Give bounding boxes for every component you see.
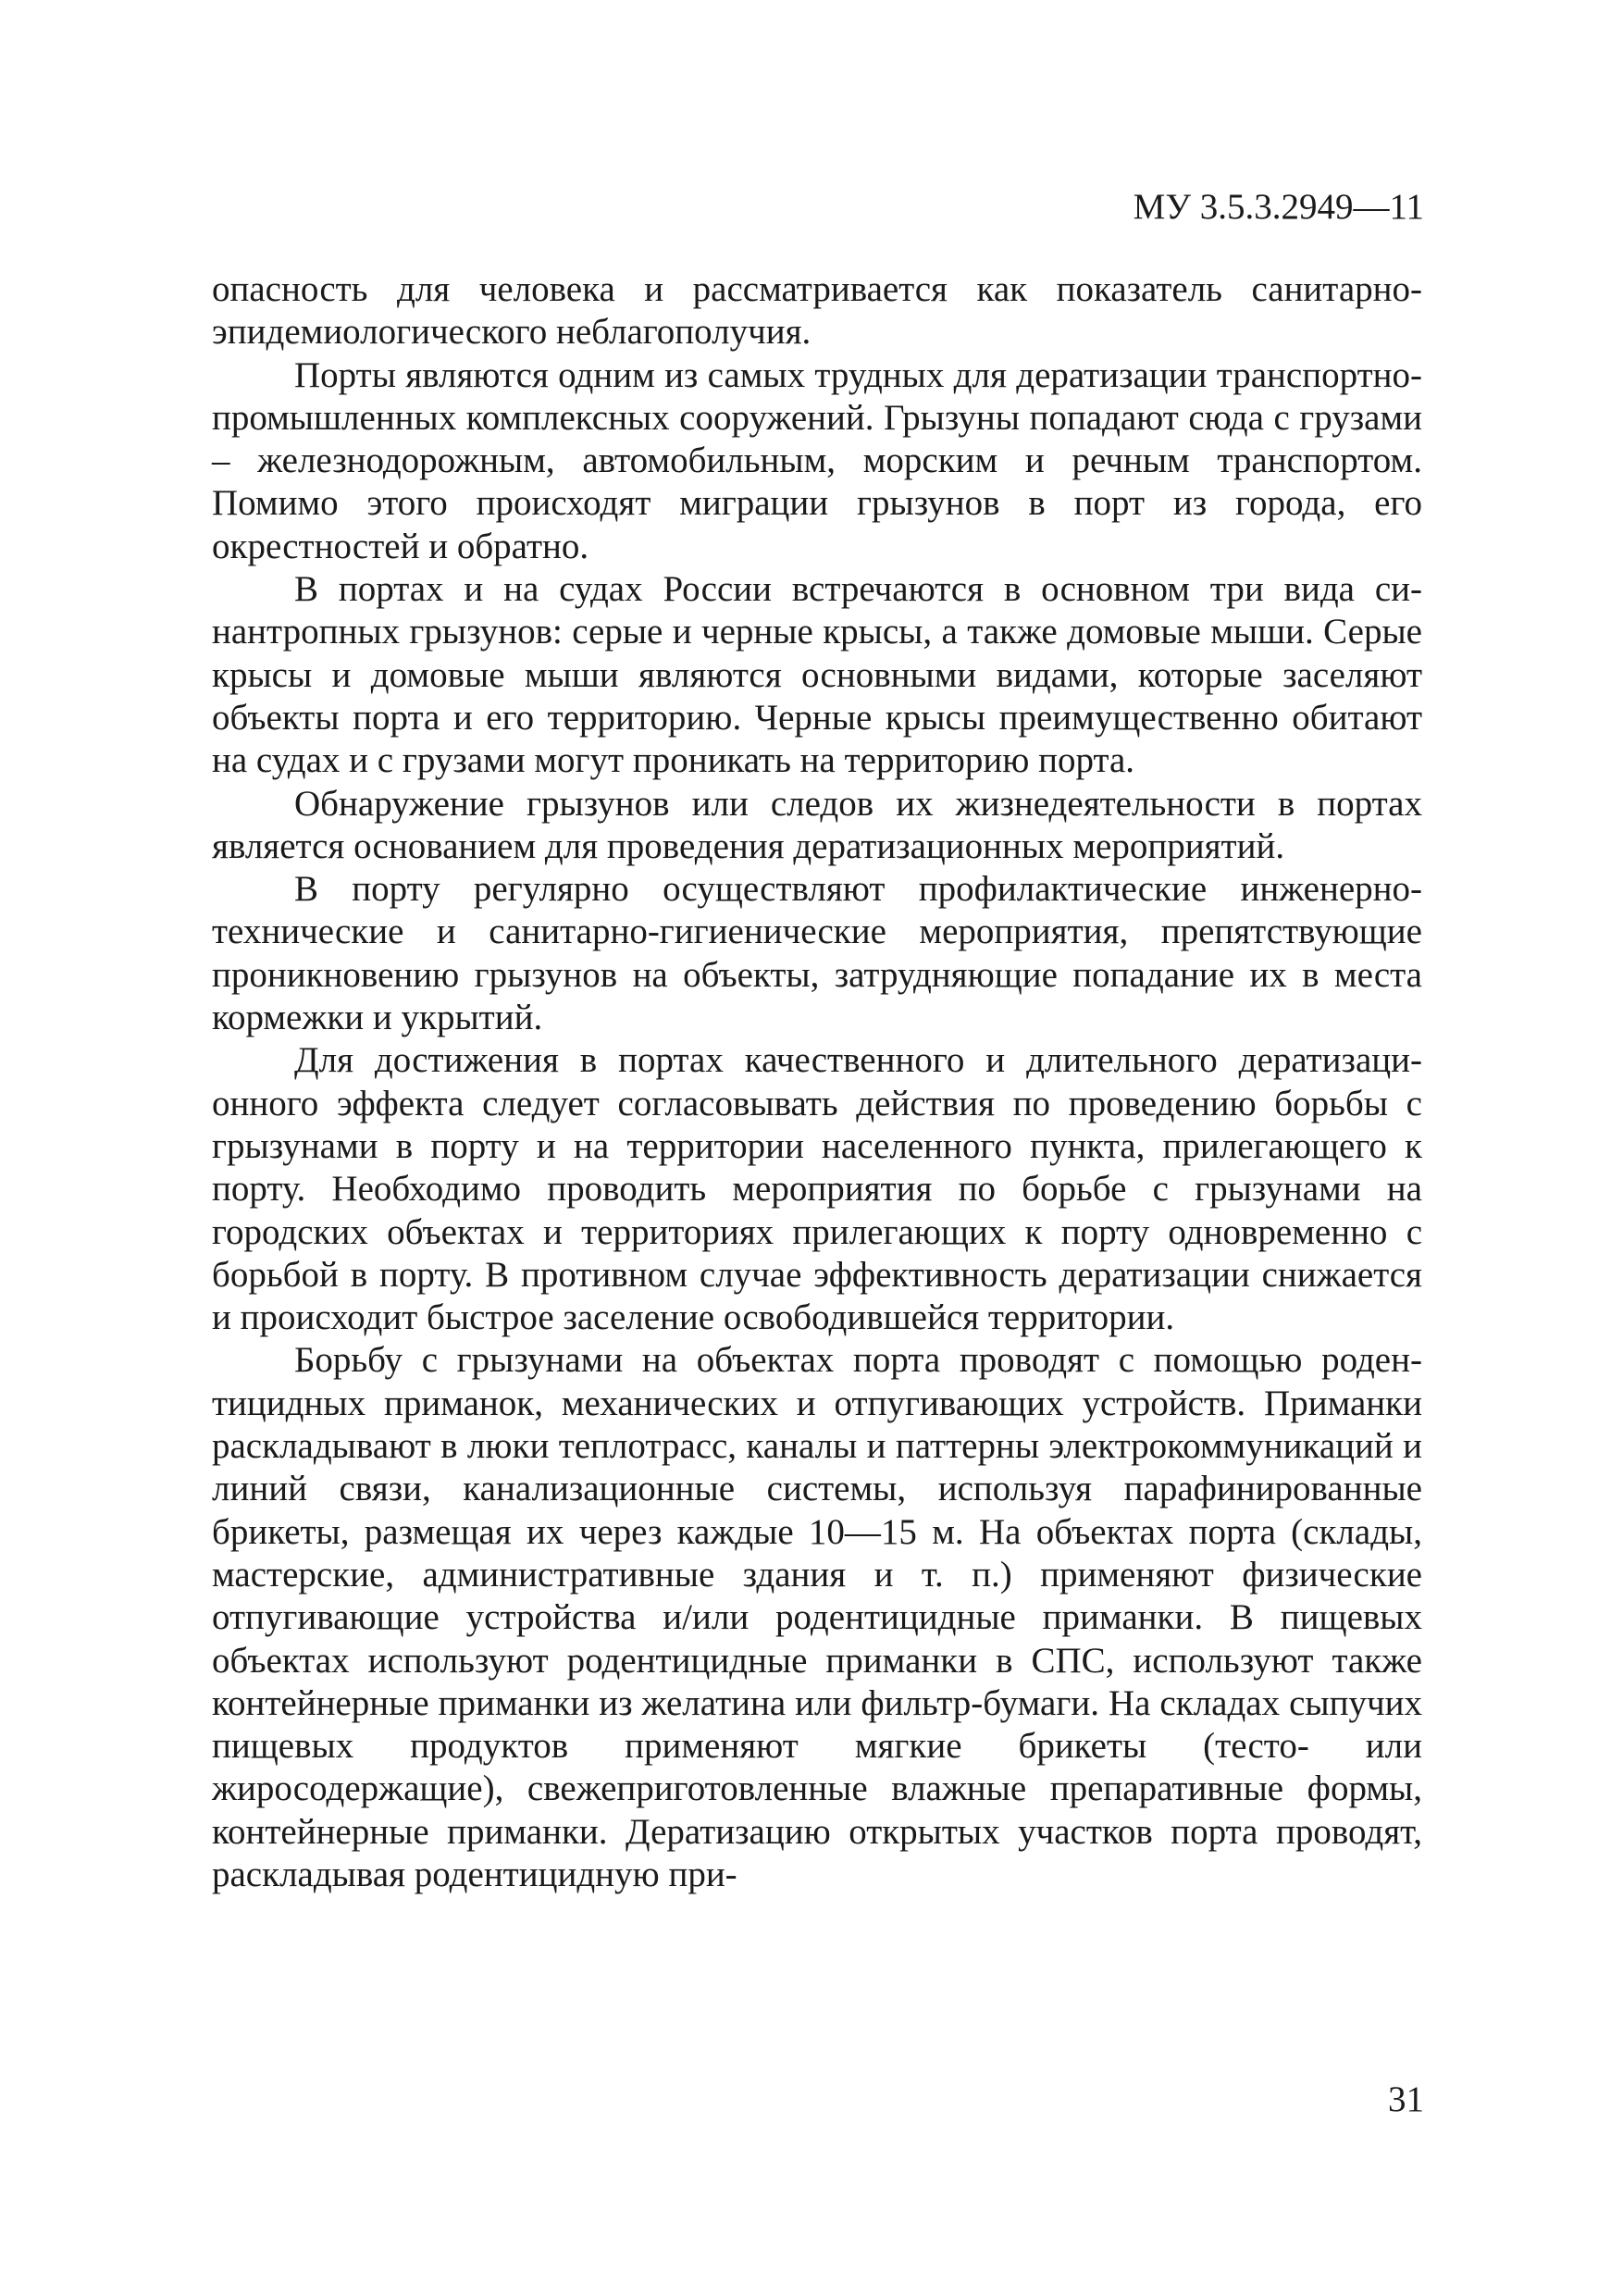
paragraph: В порту регулярно осуществляют профилактические инженерно-технические и санитарно-гигиенические мероприятия, препятствующие проникновению грызунов на объекты, затрудняющие попадание их в места кормежки и укрытий. bbox=[212, 869, 1422, 1038]
paragraph-continuation: опасность для человека и рассматривается как показатель санитарно-эпидемиологического неблагополучия. bbox=[212, 269, 1422, 353]
paragraph: Обнаружение грызунов или следов их жизнедеятельности в портах является основанием для проведения дератизационных мероприятий. bbox=[212, 783, 1422, 866]
paragraph: Порты являются одним из самых трудных для дератизации транспортно-промышленных комплексных сооружений. Грызуны попадают сюда с грузами – железнодорожным, автомобильным, морским и речным транспортом. Помимо этого происходят миграции грызунов в порт из города, его окрестностей и обратно. bbox=[212, 354, 1422, 566]
body-text bbox=[212, 268, 1422, 1896]
document-code: МУ 3.5.3.2949—11 bbox=[1133, 187, 1424, 227]
paragraph: Борьбу с грызунами на объектах порта проводят с помощью родентицидных приманок, механических и отпугивающих устройств. Приманки раскладывают в люки теплотрасс, каналы и паттерны электрокоммуникаций и линий связи, канализационные системы, используя парафинированные брикеты, размещая их через каждые 10—15 м. На объектах порта (склады, мастерские, административные здания и т. п.) применяют физические отпугивающие устройства и/или родентицидные приманки. В пищевых объектах используют родентицидные приманки в СПС, используют также контейнерные приманки из желатина или фильтр-бумаги. На складах сыпучих пищевых продуктов применяют мягкие брикеты (тесто- или жиросодержащие), свежеприготовленные влажные препаративные формы, контейнерные приманки. Дератизацию открытых участков порта проводят, раскладывая родентицидную при- bbox=[212, 1340, 1422, 1894]
page-number: 31 bbox=[1388, 2079, 1424, 2119]
paragraph: Для достижения в портах качественного и длительного дератизационного эффекта следует согласовывать действия по проведению борьбы с грызунами в порту и на территории населенного пункта, прилегающего к порту. Необходимо проводить мероприятия по борьбе с грызунами на городских объектах и территориях прилегающих к порту одновременно с борьбой в порту. В противном случае эффективность дератизации снижается и происходит быстрое заселение освободившейся территории. bbox=[212, 1040, 1422, 1338]
paragraph: В портах и на судах России встречаются в основном три вида синантропных грызунов: серые и черные крысы, а также домовые мыши. Серые крысы и домовые мыши являются основными видами, которые заселяют объекты порта и его территорию. Черные крысы преимущественно обитают на судах и с грузами могут проникать на территорию порта. bbox=[212, 569, 1422, 781]
